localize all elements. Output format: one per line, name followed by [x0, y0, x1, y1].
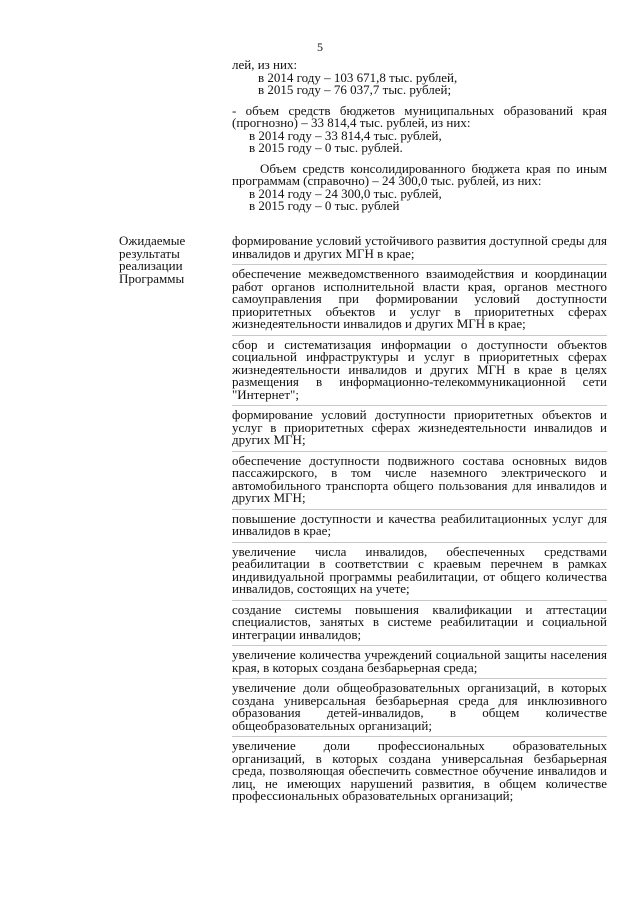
budget-line: лей, из них: [232, 57, 298, 72]
result-item: увеличение доли общеобразовательных организаций, в которых создана универсальная безбарьерная среда для инклюзивного образования детей-инвалидов, в общем количестве общеобразовательных организаций; [232, 682, 607, 737]
result-item: формирование условий доступности приоритетных объектов и услуг в приоритетных сферах жизнедеятельности инвалидов и других МГН; [232, 409, 607, 452]
municipal-2015-line: в 2015 году – 0 тыс. рублей. [249, 140, 403, 155]
result-item: сбор и систематизация информации о доступности объектов социальной инфраструктуры и услуг в приоритетных сферах жизнедеятельности инвалидов и других МГН в крае в целях размещения в информационно-телекоммуникационной сети "Интернет"; [232, 339, 607, 407]
result-item: формирование условий устойчивого развития доступной среды для инвалидов и других МГН в крае; [232, 235, 607, 265]
consolidated-2015-line: в 2015 году – 0 тыс. рублей [249, 198, 400, 213]
result-item: увеличение доли профессиональных образовательных организаций, в которых создана универсальная безбарьерная среда, позволяющая обеспечить совместное обучение инвалидов и лиц, не имеющих нарушений развития, в общем количестве профессиональных образовательных организаций; [232, 738, 607, 803]
budget-section [232, 59, 607, 213]
result-item: обеспечение межведомственного взаимодействия и координации работ органов исполнительной власти края, органов местного самоуправления при формировании условий доступности приоритетных объектов и услуг в приоритетных сферах жизнедеятельности инвалидов и других МГН в крае; [232, 268, 607, 336]
budget-2015-line: в 2015 году – 76 037,7 тыс. рублей; [258, 82, 452, 97]
result-item: увеличение числа инвалидов, обеспеченных средствами реабилитации в соответствии с краевым перечнем в рамках индивидуальной программы реабилитации, от общего количества инвалидов, состоящих на учете; [232, 546, 607, 601]
result-item: обеспечение доступности подвижного состава основных видов пассажирского, в том числе наземного электрического и автомобильного транспорта общего пользования для инвалидов и других МГН; [232, 455, 607, 510]
expected-results-list [232, 235, 607, 810]
result-item: увеличение количества учреждений социальной защиты населения края, в которых создана безбарьерная среда; [232, 649, 607, 679]
result-item: повышение доступности и качества реабилитационных услуг для инвалидов в крае; [232, 513, 607, 543]
result-item: создание системы повышения квалификации и аттестации специалистов, занятых в системе реабилитации и социальной интеграции инвалидов; [232, 604, 607, 647]
page-number: 5 [317, 40, 323, 54]
municipal-2014-line: в 2014 году – 33 814,4 тыс. рублей, [249, 127, 442, 143]
consolidated-budget-paragraph: Объем средств консолидированного бюджета края по иным программам (справочно) – 24 300,0 тыс. рублей, из них: [232, 160, 607, 188]
consolidated-2014-line: в 2014 году – 24 300,0 тыс. рублей, [249, 185, 442, 201]
municipal-budget-paragraph: - объем средств бюджетов муниципальных образований края (прогнозно) – 33 814,4 тыс. рублей, из них: [232, 102, 607, 130]
budget-2014-line: в 2014 году – 103 671,8 тыс. рублей, [258, 69, 458, 85]
expected-results-label: Ожидаемые результаты реализации Программы [119, 233, 186, 286]
